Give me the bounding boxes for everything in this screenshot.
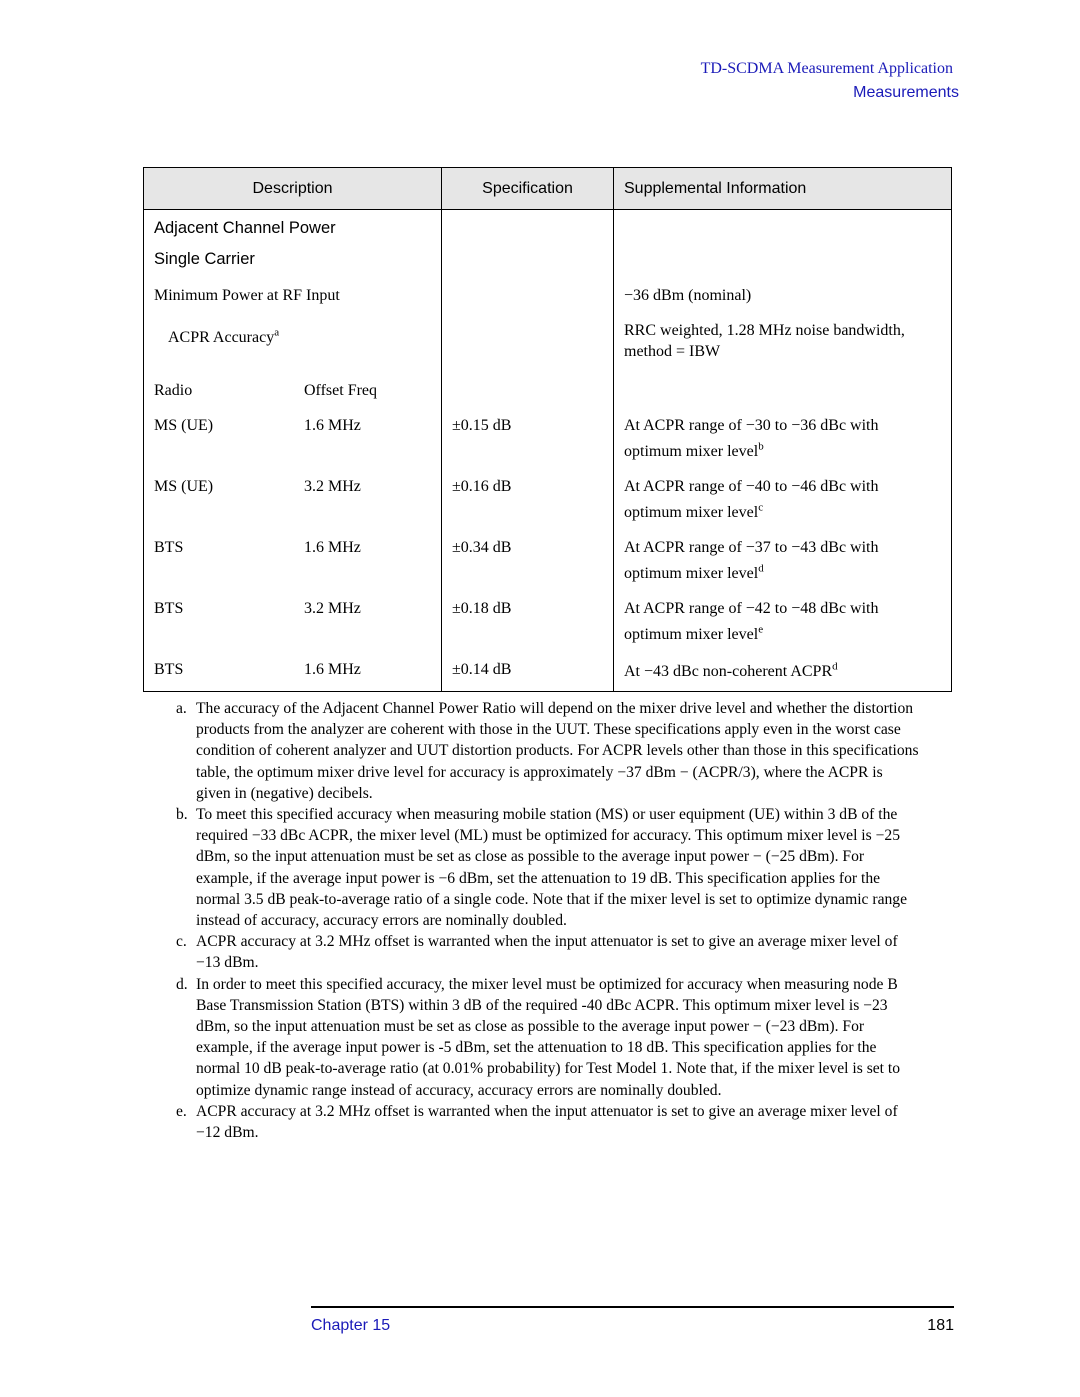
- footnote-ref: d: [832, 660, 838, 673]
- radio-column-label: Radio: [154, 382, 193, 399]
- info-line-1: At ACPR range of −30 to −36 dBc with: [624, 417, 879, 434]
- info-line-1: At −43 dBc non-coherent ACPR$^d$: [624, 660, 838, 680]
- acpr-accuracy-label: ACPR Accuracy$^a$: [168, 326, 280, 346]
- footnote-label: e.: [176, 1102, 187, 1120]
- min-power-info: −36 dBm (nominal): [624, 287, 752, 304]
- info-line-1: At ACPR range of −42 to −48 dBc with: [624, 600, 879, 617]
- radio-type: MS (UE): [154, 417, 214, 434]
- table-header-row: [144, 168, 952, 210]
- offset-freq: 3.2 MHz: [304, 478, 361, 495]
- footnotes: [176, 698, 921, 1143]
- row-radio-offset: [144, 598, 441, 619]
- table-row: [144, 371, 952, 407]
- radio-type: BTS: [154, 661, 184, 678]
- acpr-info-line-2: method = IBW: [624, 343, 721, 360]
- table-row: [144, 468, 952, 529]
- group-title: Adjacent Channel Power: [154, 219, 336, 237]
- footnote-a: [176, 698, 921, 804]
- footnote-text: ACPR accuracy at 3.2 MHz offset is warranted when the input attenuator is set to give an average mixer level of −12 dBm.: [196, 1102, 898, 1142]
- acpr-info-line-1: RRC weighted, 1.28 MHz noise bandwidth,: [624, 322, 905, 339]
- footnote-c: [176, 931, 921, 973]
- table-row: [144, 529, 952, 590]
- row-radio-offset: [144, 659, 441, 680]
- footnote-ref: c: [758, 501, 764, 514]
- footnote-label: d.: [176, 975, 188, 993]
- info-line-2: optimum mixer level$^b$: [624, 440, 764, 460]
- footnote-ref: b: [758, 440, 764, 453]
- table-row: [144, 590, 952, 651]
- offset-freq: 1.6 MHz: [304, 417, 361, 434]
- offset-freq: 1.6 MHz: [304, 539, 361, 556]
- footnote-ref-a: a: [274, 326, 280, 339]
- footnote-d: [176, 974, 921, 1101]
- specification-table: [143, 167, 952, 692]
- table-row: [144, 245, 952, 280]
- info-line-1: At ACPR range of −37 to −43 dBc with: [624, 539, 879, 556]
- footer-chapter: Chapter 15: [311, 1317, 391, 1334]
- row-radio-offset: [144, 537, 441, 558]
- spec-value: ±0.18 dB: [452, 600, 512, 617]
- offset-freq: 3.2 MHz: [304, 600, 361, 617]
- footnote-ref: d: [758, 562, 764, 575]
- page-number: 181: [927, 1317, 954, 1334]
- radio-type: BTS: [154, 539, 184, 556]
- footnote-text: In order to meet this specified accuracy, the mixer level must be optimized for accuracy when measuring node B Base Transmission Station (BTS) within 3 dB of the required -40 dBc ACPR. This optimum mixer level is −23 dBm, so the input attenuation must be set as close as possible to the average input power − (−23 dBm). For example, if the average input power is -5 dBm, set the attenuation to 18 dB. This specification applies for the normal 10 dB peak-to-average ratio (at 0.01% probability) for Test Model 1. Note that, if the mixer level is set to optimize dynamic range instead of accuracy, accuracy errors are nominally doubled.: [196, 975, 901, 1099]
- footnote-label: b.: [176, 806, 188, 824]
- subgroup-title: Single Carrier: [154, 250, 255, 268]
- radio-offset-header: [144, 380, 441, 401]
- column-header-supplemental: Supplemental Information: [614, 168, 952, 210]
- spec-value: ±0.14 dB: [452, 661, 512, 678]
- min-power-label: Minimum Power at RF Input: [154, 287, 340, 304]
- offset-freq: 1.6 MHz: [304, 661, 361, 678]
- table-row: [144, 315, 952, 371]
- column-header-description: Description: [144, 168, 442, 210]
- info-line-2: optimum mixer level$^e$: [624, 623, 764, 643]
- footnote-text: The accuracy of the Adjacent Channel Power Ratio will depend on the mixer drive level and whether the distortion products from the analyzer are coherent with those in the UUT. These specifications apply even in the worst case condition of coherent analyzer and UUT distortion products. For ACPR levels other than those in this specifications table, the optimum mixer drive level for accuracy is approximately −37 dBm − (ACPR/3), where the ACPR is given in (negative) decibels.: [196, 700, 919, 802]
- spec-value: ±0.15 dB: [452, 417, 512, 434]
- footnote-text: To meet this specified accuracy when measuring mobile station (MS) or user equipment (UE) within 3 dB of the required −33 dBc ACPR, the mixer level (ML) must be optimized for accuracy. This optimum mixer level is −25 dBm, so the input attenuation must be set as close as possible to the average input power − (−25 dBm). For example, if the average input power is −6 dBm, set the attenuation to 19 dB. This specification applies for the normal 3.5 dB peak-to-average ratio of a single code. Note that if the mixer level is set to optimize dynamic range instead of accuracy, accuracy errors are nominally doubled.: [196, 806, 908, 930]
- info-line-2: optimum mixer level$^c$: [624, 501, 764, 521]
- footnote-label: c.: [176, 933, 187, 951]
- footnote-b: [176, 804, 921, 931]
- spec-value: ±0.16 dB: [452, 478, 512, 495]
- table-row: [144, 280, 952, 315]
- table-row: [144, 651, 952, 692]
- running-header-title: TD-SCDMA Measurement Application: [700, 60, 953, 77]
- table-row: [144, 210, 952, 246]
- footer-rule: [311, 1306, 954, 1308]
- spec-value: ±0.34 dB: [452, 539, 512, 556]
- footnote-ref: e: [758, 623, 764, 636]
- footnote-text: ACPR accuracy at 3.2 MHz offset is warranted when the input attenuator is set to give an average mixer level of −13 dBm.: [196, 933, 898, 972]
- radio-type: MS (UE): [154, 478, 214, 495]
- radio-type: BTS: [154, 600, 184, 617]
- info-line-1: At ACPR range of −40 to −46 dBc with: [624, 478, 879, 495]
- info-line-2: optimum mixer level$^d$: [624, 562, 764, 582]
- footnote-e: [176, 1101, 921, 1143]
- running-header-section: Measurements: [853, 84, 959, 101]
- offset-column-label: Offset Freq: [304, 382, 378, 399]
- column-header-specification: Specification: [442, 168, 614, 210]
- table-row: [144, 407, 952, 468]
- row-radio-offset: [144, 476, 441, 497]
- footnote-label: a.: [176, 700, 187, 717]
- row-radio-offset: [144, 415, 441, 436]
